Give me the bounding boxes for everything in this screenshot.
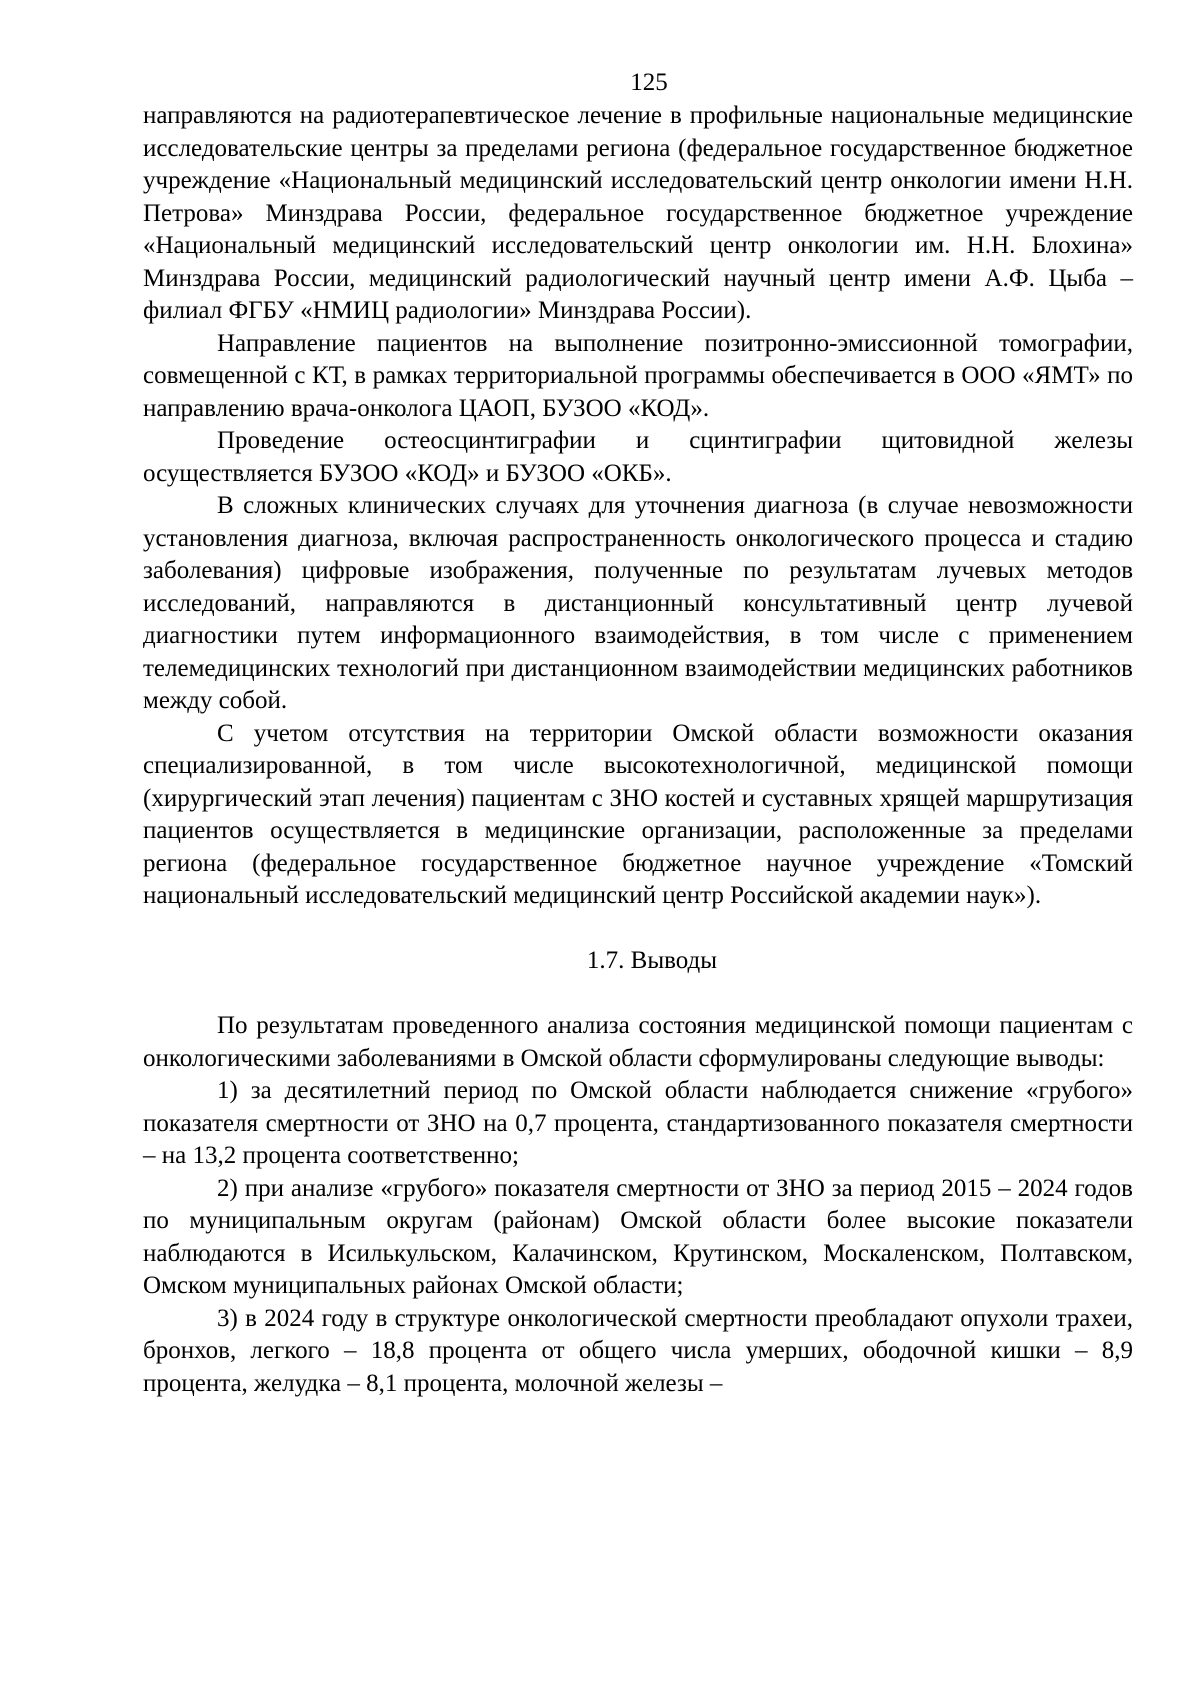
paragraph-continuation: направляются на радиотерапевтическое лечение в профильные национальные медицинские исследовательские центры за пределами региона (федеральное государственное бюджетное учреждение «Национальный медицинский исследовательский центр онкологии имени Н.Н. Петрова» Минздрава России, федеральное государственное бюджетное учреждение «Национальный медицинский исследовательский центр онкологии им. Н.Н. Блохина» Минздрава России, медицинский радиологический научный центр имени А.Ф. Цыба – филиал ФГБУ «НМИЦ радиологии» Минздрава России). [143, 102, 1133, 324]
paragraph-scintigraphy: Проведение остеосцинтиграфии и сцинтиграфии щитовидной железы осуществляется БУЗОО «КОД» и БУЗОО «ОКБ». [143, 427, 1133, 487]
conclusion-item-1: 1) за десятилетний период по Омской области наблюдается снижение «грубого» показателя смертности от ЗНО на 0,7 процента, стандартизованного показателя смертности – на 13,2 процента соответственно; [143, 1077, 1133, 1169]
conclusion-item-2: 2) при анализе «грубого» показателя смертности от ЗНО за период 2015 – 2024 годов по муниципальным округам (районам) Омской области более высокие показатели наблюдаются в Исилькульском, Калачинском, Крутинском, Москаленском, Полтавском, Омском муниципальных районах Омской области; [143, 1174, 1133, 1299]
conclusion-item-3: 3) в 2024 году в структуре онкологической смертности преобладают опухоли трахеи, бронхов, легкого – 18,8 процента от общего числа умерших, ободочной кишки – 8,9 процента, желудка – 8,1 процента, молочной железы – [143, 1304, 1133, 1397]
page-number: 125 [630, 69, 668, 96]
section-heading: 1.7. Выводы [586, 946, 718, 974]
paragraph-bone-cancer-routing: С учетом отсутствия на территории Омской области возможности оказания специализированной, в том числе высокотехнологичной, медицинской помощи (хирургический этап лечения) пациентам с ЗНО костей и суставных хрящей маршрутизация пациентов осуществляется в медицинские организации, расположенные за пределами региона (федеральное государственное бюджетное научное учреждение «Томский национальный исследовательский медицинский центр Российской академии наук»). [143, 719, 1133, 909]
paragraph-complex-cases: В сложных клинических случаях для уточнения диагноза (в случае невозможности установления диагноза, включая распространенность онкологического процесса и стадию заболевания) цифровые изображения, полученные по результатам лучевых методов исследований, направляются в дистанционный консультативный центр лучевой диагностики путем информационного взаимодействия, в том числе с применением телемедицинских технологий при дистанционном взаимодействии медицинских работников между собой. [143, 492, 1133, 714]
document-page [143, 68, 1133, 1400]
paragraph-pet-ct: Направление пациентов на выполнение позитронно-эмиссионной томографии, совмещенной с КТ, в рамках территориальной программы обеспечивается в ООО «ЯМТ» по направлению врача-онколога ЦАОП, БУЗОО «КОД». [143, 329, 1133, 422]
paragraph-conclusions-intro: По результатам проведенного анализа состояния медицинской помощи пациентам с онкологическими заболеваниями в Омской области сформулированы следующие выводы: [143, 1012, 1133, 1072]
